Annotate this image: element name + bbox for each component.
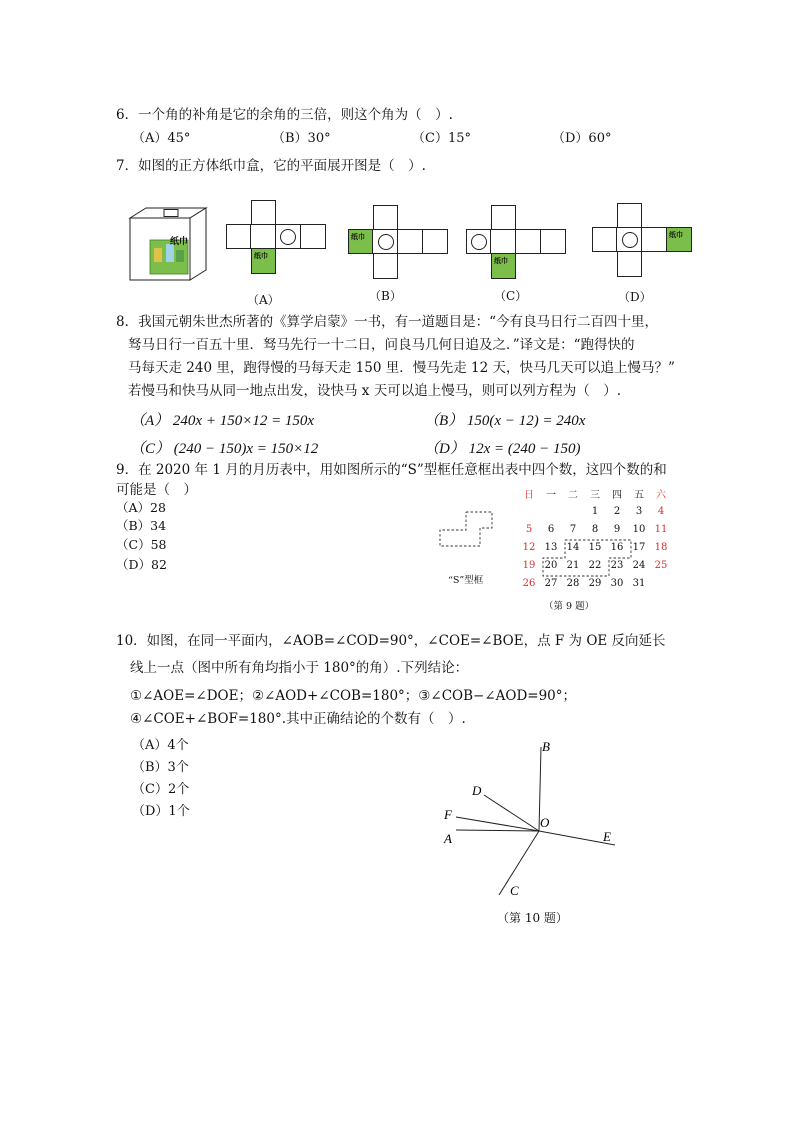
calendar-day-cell: 22 [588,560,602,571]
q6-option-d: （D）60° [552,131,612,146]
net-b [348,205,448,279]
calendar-day-cell: 14 [566,542,580,553]
calendar-header-cell: 六 [656,490,666,501]
calendar-day-cell: 19 [522,560,536,571]
net-d-label: （D） [618,290,652,304]
calendar-day-cell: 27 [544,578,558,589]
label-e: E [603,829,611,844]
calendar-day-cell: 25 [654,560,668,571]
calendar-figure [434,486,668,612]
q8-option-d: （D） 12x = (240 − 150) [424,441,581,457]
q10-line-4: ④∠COE+∠BOF=180°.其中正确结论的个数有（ ）. [130,711,466,727]
calendar-day-cell: 3 [635,506,643,517]
calendar-day-cell: 16 [610,542,624,553]
calendar-day-cell: 7 [569,524,577,535]
calendar-day-cell: 17 [632,542,646,553]
net-a [226,200,326,274]
calendar-day-cell: 18 [654,542,668,553]
calendar-header-cell: 四 [612,490,622,501]
calendar-day-cell: 23 [610,560,624,571]
calendar-day-cell: 5 [525,524,533,535]
label-d: D [472,783,482,798]
q8-line-1: 8．我国元朝朱世杰所著的《算学启蒙》一书，有一道题目是：“今有良马日行二百四十里， [116,314,658,330]
s-frame-label: “S”型框 [448,575,484,586]
q6-option-c: （C）15° [412,131,471,146]
tissue-box-figure [126,206,212,282]
calendar-day-cell: 1 [591,506,599,517]
q9-option-c: （C）58 [116,537,167,552]
q8-line-3: 马每天走 240 里，跑得慢的马每天走 150 里．慢马先走 12 天，快马几天可以追上慢马？” [128,360,675,376]
q6-stem: 6．一个角的补角是它的余角的三倍，则这个角为（ ）. [116,107,453,123]
q9-option-a: （A）28 [116,500,166,515]
calendar-day-cell: 13 [544,542,558,553]
ray-oa [456,830,539,831]
calendar-header-cell: 五 [634,490,644,501]
q9-option-b: （B）34 [116,518,167,533]
net-c [466,205,566,279]
calendar-header-cell: 一 [546,490,556,501]
calendar-day-cell: 10 [632,524,646,535]
calendar-day-cell: 2 [613,506,621,517]
calendar-day-cell: 4 [657,506,665,517]
calendar-header-cell: 三 [590,490,600,501]
calendar-day-cell: 28 [566,578,580,589]
calendar-day-cell: 24 [632,560,646,571]
tissue-box-label: 纸巾 [170,237,189,247]
ray-od [484,795,539,831]
q10-option-b: （B）3个 [132,760,189,775]
calendar-day-cell: 20 [544,560,558,571]
net-b-label: （B） [369,289,402,303]
label-f: F [444,807,452,822]
calendar-day-cell: 26 [522,578,536,589]
label-a: A [444,831,452,846]
q10-line-3: ①∠AOE=∠DOE；②∠AOD+∠COB=180°；③∠COB−∠AOD=90°； [130,688,577,704]
calendar-day-cell: 6 [547,524,555,535]
tissue-face-label: 纸巾 [351,233,365,241]
q8-line-2: 驽马日行一百五十里．驽马先行一十二日，问良马几何日追及之．”译文是：“跑得快的 [128,337,635,353]
calendar-header-cell: 二 [568,490,578,501]
q7-stem: 7．如图的正方体纸巾盒，它的平面展开图是（ ）. [116,158,426,174]
label-c: C [510,883,519,898]
q10-option-c: （C）2个 [132,782,190,797]
calendar-day-cell: 29 [588,578,602,589]
net-a-label: （A） [247,293,280,307]
tissue-face-label: 纸巾 [494,257,508,265]
label-o: O [540,815,550,830]
q9-line-2: 可能是（ ） [116,482,197,498]
calendar-day-cell: 12 [522,542,536,553]
calendar-day-cell: 9 [613,524,621,535]
calendar-day-cell: 30 [610,578,624,589]
q6-option-a: （A）45° [132,131,191,146]
q8-option-c: （C） (240 − 150)x = 150×12 [130,441,319,457]
ray-oc [499,831,539,895]
calendar-day-cell: 8 [591,524,599,535]
q10-option-a: （A）4个 [132,738,189,753]
q10-line-1: 10．如图，在同一平面内，∠AOB=∠COD=90°，∠COE=∠BOE，点 F 为 OE 反向延长 [116,633,666,649]
q8-line-4: 若慢马和快马从同一地点出发，设快马 x 天可以追上慢马，则可以列方程为（ ）. [128,383,621,399]
angle-diagram [430,735,640,905]
q8-option-b: （B） 150(x − 12) = 240x [424,413,586,429]
q10-caption: （第 10 题） [497,911,568,925]
q10-line-2: 线上一点（图中所有角均指小于 180°的角）.下列结论： [130,660,469,676]
calendar-day-cell: 11 [654,524,668,535]
q9-line-1: 9．在 2020 年 1 月的月历表中，用如图所示的“S”型框任意框出表中四个数，这四个数的和 [116,462,667,478]
calendar-day-cell: 31 [632,578,646,589]
ray-of [456,817,539,831]
q6-option-b: （B）30° [272,131,331,146]
calendar-header-cell: 日 [524,490,534,501]
net-c-label: （C） [494,289,528,303]
calendar-caption: （第 9 题） [544,601,595,612]
label-b: B [542,739,550,754]
q9-option-d: （D）82 [116,557,167,572]
net-d [592,203,692,277]
tissue-face-label: 纸巾 [254,252,268,260]
tissue-face-label: 纸巾 [669,231,683,239]
q8-option-a: （A） 240x + 150×12 = 150x [130,413,315,429]
s-frame-shape [434,504,504,564]
q10-option-d: （D）1个 [132,804,190,819]
calendar-day-cell: 21 [566,560,580,571]
calendar-day-cell: 15 [588,542,602,553]
